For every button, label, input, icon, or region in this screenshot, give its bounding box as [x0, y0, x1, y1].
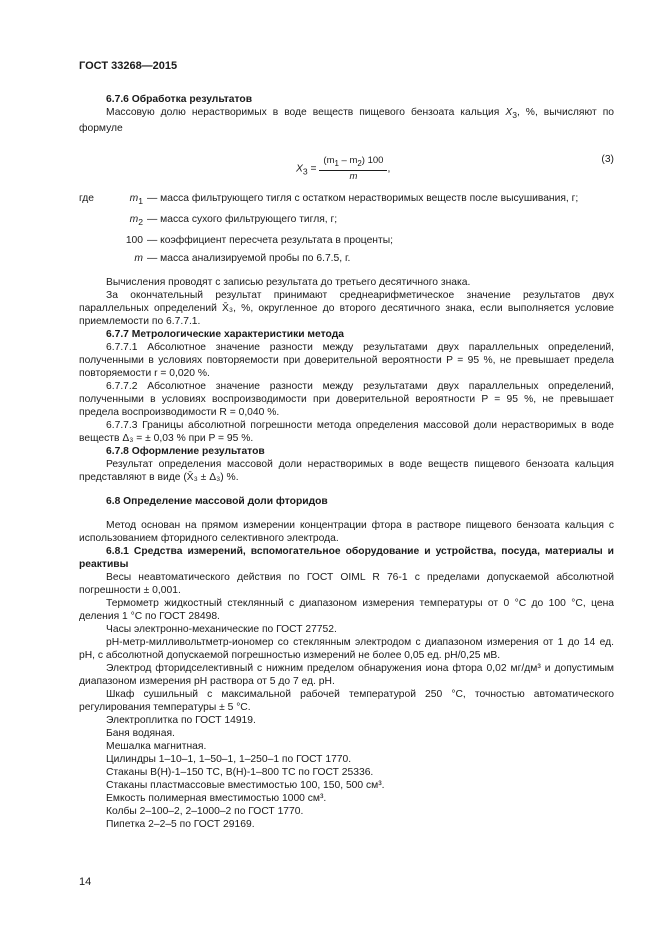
formula-numerator: [319, 155, 387, 171]
where-symbol: [115, 213, 147, 229]
section-heading-681: 6.8.1 Средства измерений, вспомогательное оборудование и устройства, посуда, материалы и реактивы: [79, 546, 614, 571]
where-lead: [79, 213, 115, 229]
paragraph: 6.7.7.1 Абсолютное значение разности между результатами двух параллельных определений, полученными в условиях повторяемости при доверительной вероятности P = 95 %, не превышает предела повторяемости r = 0,020 %.: [79, 342, 614, 380]
where-row: [79, 252, 614, 265]
list-item: Шкаф сушильный с максимальной рабочей температурой 250 °С, точностью автоматического регулирования температуры ± 5 °С.: [79, 689, 614, 714]
formula-lhs-sub: 3: [302, 166, 308, 177]
formula-fraction: [319, 155, 387, 183]
list-item: Пипетка 2–2–5 по ГОСТ 29169.: [106, 819, 255, 831]
sym: m: [129, 214, 139, 226]
section-heading-677: 6.7.7 Метрологические характеристики метода: [106, 329, 344, 341]
paragraph: За окончательный результат принимают среднеарифметическое значение результатов двух параллельных определений X̄₃, %, округленное до второго десятичного знака, если выполняется условие приемлемости по 6.7.7.1.: [79, 290, 614, 328]
paragraph: Метод основан на прямом измерении концентрации фтора в растворе пищевого бензоата кальция с использованием фторидного селективного электрода.: [79, 520, 614, 545]
den-var: m: [349, 170, 358, 182]
num-b: – m: [338, 155, 358, 167]
document-body: [79, 93, 614, 831]
formula-eq: =: [307, 163, 320, 175]
intro-text-b: , %, вычисляют по формуле: [79, 107, 614, 135]
sym: 100: [125, 235, 143, 247]
section-heading-68: 6.8 Определение массовой доли фторидов: [106, 496, 328, 508]
sym-sub: 2: [138, 217, 143, 228]
paragraph: 6.7.7.2 Абсолютное значение разности между результатами двух параллельных определений, полученными в условиях воспроизводимости при доверительной вероятности P = 95 %, не превышает предела воспроизводимости R = 0,040 %.: [79, 381, 614, 419]
spacer: [79, 508, 614, 519]
page-number: 14: [79, 876, 92, 888]
list-item: Цилиндры 1–10–1, 1–50–1, 1–250–1 по ГОСТ 1770.: [106, 754, 352, 766]
page-header: ГОСТ 33268—2015: [79, 60, 178, 72]
where-text: — масса фильтрующего тигля с остатком нерастворимых веществ после высушивания, г;: [147, 193, 579, 205]
section-heading-678: 6.7.8 Оформление результатов: [106, 446, 265, 458]
where-symbol: [115, 192, 147, 208]
intro-text-a: Массовую долю нерастворимых в воде веществ пищевого бензоата кальция: [106, 107, 506, 118]
formula-number: (3): [601, 154, 614, 166]
paragraph: Вычисления проводят с записью результата до третьего десятичного знака.: [106, 277, 471, 289]
num-s1: 1: [334, 158, 339, 168]
list-item: Стаканы пластмассовые вместимостью 100, 150, 500 см³.: [106, 780, 385, 792]
where-symbol: [115, 252, 147, 265]
list-item: Часы электронно-механические по ГОСТ 27752.: [106, 624, 337, 636]
list-item: Емкость полимерная вместимостью 1000 см³.: [106, 793, 327, 805]
formula-tail: ,: [387, 163, 391, 175]
spacer: [79, 265, 614, 276]
where-lead: где: [79, 193, 95, 205]
intro-var: X: [505, 107, 513, 118]
sym-sub: 1: [138, 196, 143, 207]
where-text: — коэффициент пересчета результата в проценты;: [147, 235, 393, 247]
list-item: Стаканы В(Н)-1–150 ТС, В(Н)-1–800 ТС по ГОСТ 25336.: [106, 767, 374, 779]
where-lead: [79, 234, 115, 247]
formula-3: [79, 141, 614, 181]
intro-sub: 3: [512, 110, 517, 121]
list-item: Термометр жидкостный стеклянный с диапазоном измерения температуры от 0 °С до 100 °С, цена деления 1 °С по ГОСТ 28498.: [79, 598, 614, 623]
list-item: Электроплитка по ГОСТ 14919.: [106, 715, 256, 727]
where-row: [79, 192, 614, 208]
section-heading-676: 6.7.6 Обработка результатов: [106, 94, 253, 105]
where-list: [79, 192, 614, 265]
num-a: (m: [323, 155, 335, 167]
list-item: pH-метр-милливольтметр-иономер со стеклянным электродом с диапазоном измерения от 1 до 14 ед. pH, с абсолютной допускаемой погрешностью измерений не более 0,05 ед. pH/0,25 мВ.: [79, 637, 614, 662]
formula-denominator: [319, 171, 387, 183]
num-c: ) 100: [361, 155, 384, 167]
where-symbol: [115, 234, 147, 247]
paragraph-intro: [79, 106, 614, 135]
sym: m: [129, 193, 139, 205]
list-item: Баня водяная.: [106, 728, 175, 740]
formula-lhs-var: X: [296, 163, 303, 175]
where-text: — масса анализируемой пробы по 6.7.5, г.: [147, 253, 351, 265]
where-row: [79, 234, 614, 247]
paragraph: 6.7.7.3 Границы абсолютной погрешности метода определения массовой доли нерастворимых в воде веществ Δ₃ = ± 0,03 % при P = 95 %.: [79, 420, 614, 445]
sym: m: [134, 253, 143, 265]
spacer: [79, 484, 614, 495]
where-lead: [79, 252, 115, 265]
where-row: [79, 213, 614, 229]
list-item: Колбы 2–100–2, 2–1000–2 по ГОСТ 1770.: [106, 806, 304, 818]
where-text: — масса сухого фильтрующего тигля, г;: [147, 214, 338, 226]
paragraph: Результат определения массовой доли нерастворимых в воде веществ пищевого бензоата кальция представляют в виде (X̄₃ ± Δ₃) %.: [79, 459, 614, 484]
list-item: Мешалка магнитная.: [106, 741, 207, 753]
list-item: Весы неавтоматического действия по ГОСТ OIML R 76-1 с пределами допускаемой абсолютной погрешности ± 0,001.: [79, 572, 614, 597]
num-s2: 2: [357, 158, 362, 168]
formula-expression: [296, 155, 390, 183]
list-item: Электрод фторидселективный с нижним пределом обнаружения иона фтора 0,02 мг/дм³ и допустимым диапазоном измерения pH раствора от 5 до 7 ед. pH.: [79, 663, 614, 688]
